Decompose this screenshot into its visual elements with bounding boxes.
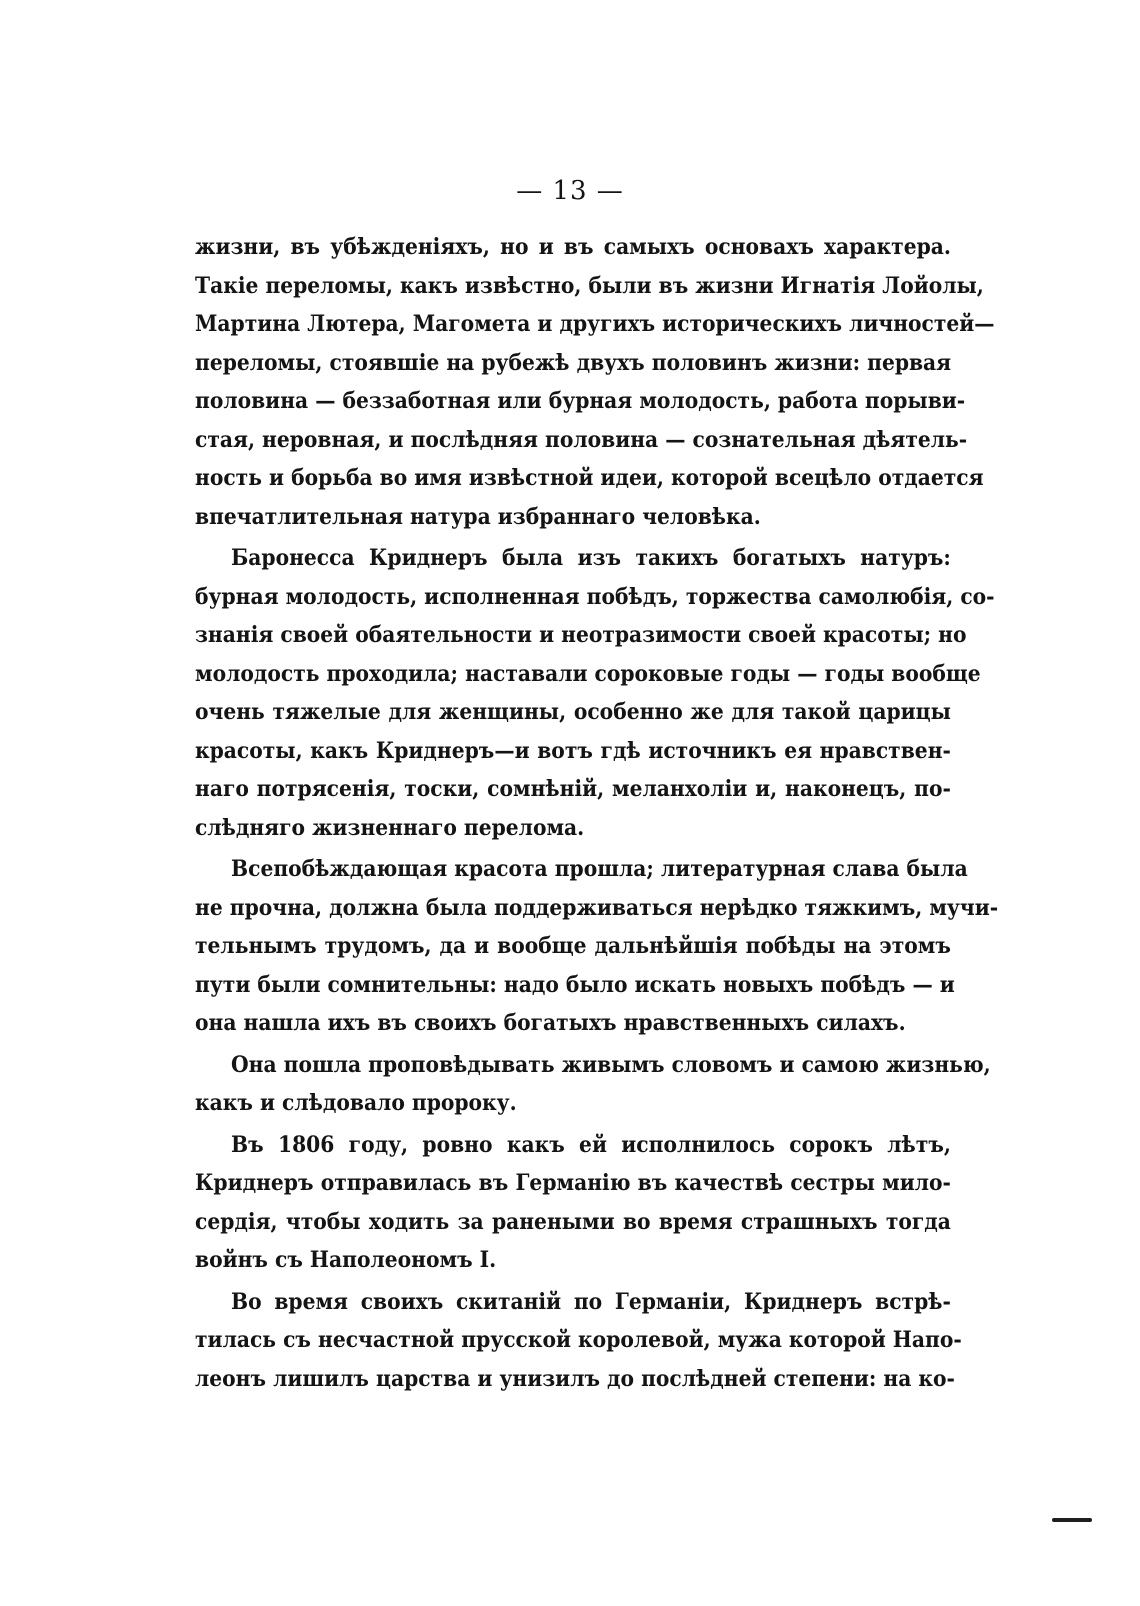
text-line: тельнымъ трудомъ, да и вообще дальнѣйшія побѣды на этомъ bbox=[195, 933, 951, 959]
text-line: Во время своихъ скитаній по Германіи, Кpиднеpъ встрѣ- bbox=[231, 1288, 951, 1315]
text-line: слѣдняго жизненнаго перелома. bbox=[195, 814, 585, 841]
text-line: какъ и слѣдовало пророку. bbox=[195, 1090, 517, 1116]
text-line: Мартина Лютера, Магомета и другихъ историческихъ личностей— bbox=[195, 311, 995, 337]
text-line: впечатлительная натура избраннаго человѣка. bbox=[195, 503, 761, 530]
text-line: войнъ съ Наполеономъ I. bbox=[195, 1247, 497, 1273]
text-line: она нашла ихъ въ своихъ богатыхъ нравственныхъ силахъ. bbox=[195, 1010, 906, 1036]
text-line: молодость проходила; наставали сороковые годы — годы вообще bbox=[195, 660, 981, 687]
body-text bbox=[195, 228, 999, 1398]
text-line: не прочна, должна была поддерживаться нерѣдко тяжкимъ, мучи- bbox=[195, 894, 999, 921]
text-line: леонъ лишилъ царства и унизилъ до послѣдней степени: на ко- bbox=[195, 1365, 955, 1392]
text-line: пути были сомнительны: надо было искать новыхъ побѣдъ — и bbox=[195, 971, 955, 998]
text-line: сердія, чтобы ходить за ранеными во время страшныхъ тогда bbox=[195, 1208, 951, 1235]
text-line: половина — беззаботная или бурная молодость, работа порыви- bbox=[195, 388, 966, 414]
text-line: Такіе переломы, какъ извѣстно, были въ жизни Игнатія Лойолы, bbox=[195, 272, 984, 299]
text-line: бурная молодость, исполненная побѣдъ, торжества самолюбія, со- bbox=[195, 583, 995, 610]
text-line: Въ 1806 году, ровно какъ ей исполнилось сорокъ лѣтъ, bbox=[231, 1131, 951, 1158]
text-line: Кpиднеpъ отправилась въ Германію въ качествѣ сестры мило- bbox=[195, 1170, 951, 1196]
text-line: знанія своей обаятельности и неотразимости своей красоты; но bbox=[195, 622, 967, 648]
text-line: Всепобѣждающая красота прошла; литературная слава была bbox=[231, 856, 968, 882]
page-number: — 13 — bbox=[516, 176, 624, 206]
text-line: красоты, какъ Кpиднеpъ—и вотъ гдѣ источникъ ея нравствен- bbox=[195, 737, 951, 764]
text-line: Она пошла проповѣдывать живымъ словомъ и самою жизнью, bbox=[231, 1051, 991, 1078]
text-line: жизни, въ убѣжденіяхъ, но и въ самыхъ основахъ характера. bbox=[195, 234, 951, 260]
text-line: стая, неровная, и послѣдняя половина — сознательная дѣятель- bbox=[195, 426, 968, 453]
text-line: ность и борьба во имя извѣстной идеи, которой всецѣло отдается bbox=[195, 465, 984, 491]
text-line: тилась съ несчастной прусской королевой, мужа которой Напо- bbox=[195, 1327, 962, 1353]
text-line: очень тяжелые для женщины, особенно же для такой царицы bbox=[195, 699, 951, 725]
scan-edge-mark bbox=[1052, 1518, 1092, 1522]
text-line: Баронесса Кpиднеpъ была изъ такихъ богатыхъ натуръ: bbox=[231, 545, 951, 571]
text-line: переломы, стоявшіе на рубежѣ двухъ половинъ жизни: первая bbox=[195, 349, 952, 376]
text-line: наго потрясенія, тоски, сомнѣній, меланхоліи и, наконецъ, по- bbox=[195, 776, 951, 802]
